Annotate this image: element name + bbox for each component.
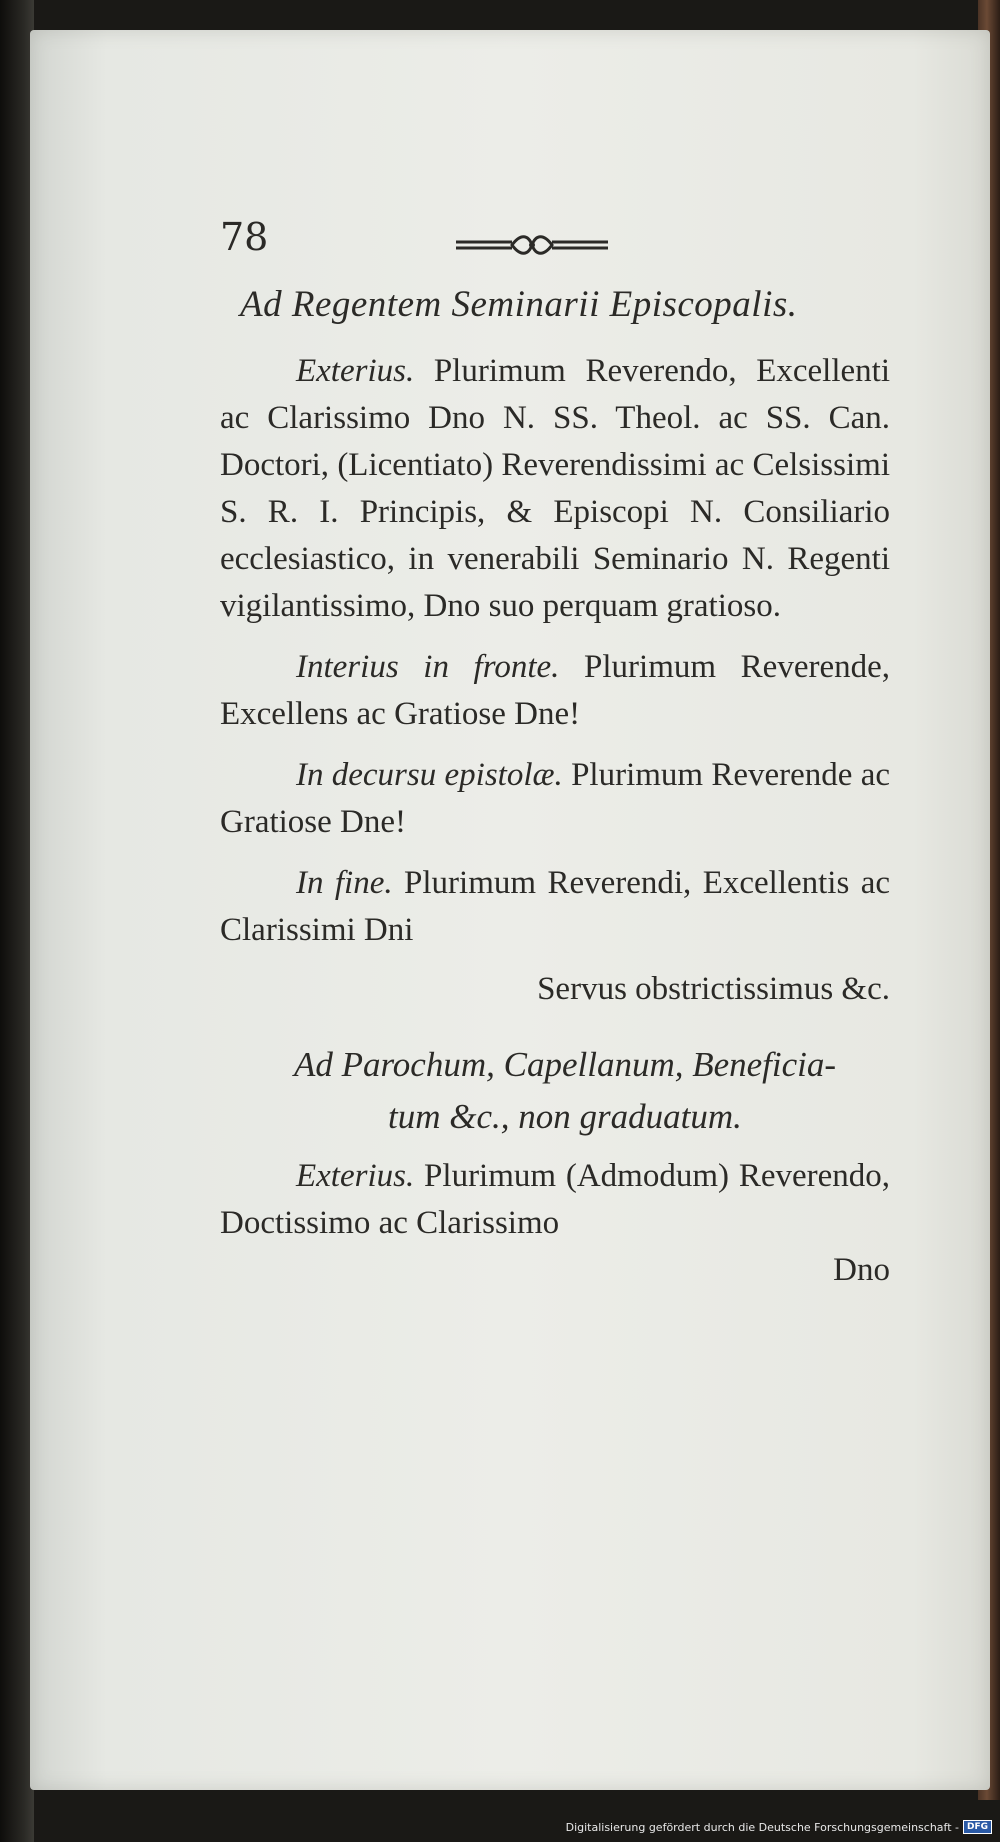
paragraph-label: Exterius. [296, 1158, 415, 1194]
heading-line: Ad Parochum, Capellanum, Beneficia- [293, 1045, 837, 1084]
paragraph-text: Plurimum Reverende ac Gratiose Dne! [220, 757, 891, 840]
section-heading: Ad Regentem Seminarii Episcopalis. [240, 284, 798, 325]
digitization-footer [566, 1818, 992, 1836]
paragraph-text: Plurimum (Admodum) Reverendo, Doctissimo ac Clarissimo [220, 1158, 891, 1241]
paragraph-exterius-2 [220, 1153, 890, 1247]
page-header [220, 215, 890, 275]
book-spine-shadow [0, 0, 34, 1842]
footer-text: Digitalisierung gefördert durch die Deutsche Forschungsgemeinschaft - [565, 1820, 959, 1834]
dfg-logo: DFG [963, 1820, 992, 1834]
catchword: Dno [833, 1252, 890, 1288]
paragraph-label: In decursu epistolæ. [296, 757, 563, 793]
paragraph-label: In fine. [296, 865, 393, 901]
paragraph-label: Interius in fronte. [296, 649, 560, 685]
paragraph-fine [220, 860, 890, 954]
heading-line: tum &c., non graduatum. [388, 1097, 742, 1136]
paragraph-text: Plurimum Reverendo, Excellenti ac Clarissimo Dno N. SS. Theol. ac SS. Can. Doctori, (Licentiato) Reverendissimi ac Celsissimi S. R. I. Principis, & Episcopi N. Consiliario ecclesiastico, in venerabili Seminario N. Regenti vigilantissimo, Dno suo perquam gratioso. [220, 353, 890, 624]
page-text [220, 215, 890, 1294]
ornamental-rule-icon [452, 230, 612, 264]
paragraph-decursu [220, 752, 890, 846]
paragraph-text: Plurimum Reverende, Excellens ac Gratiose Dne! [220, 649, 890, 732]
paragraph-exterius [220, 348, 890, 630]
page-number: 78 [220, 215, 269, 259]
paragraph-text: Plurimum Reverendi, Excellentis ac Clarissimi Dni [220, 865, 890, 948]
closing-formula: Servus obstrictissimus &c. [537, 971, 890, 1007]
section-heading-2 [240, 1039, 890, 1143]
paragraph-interius [220, 644, 890, 738]
paragraph-label: Exterius. [296, 353, 415, 389]
